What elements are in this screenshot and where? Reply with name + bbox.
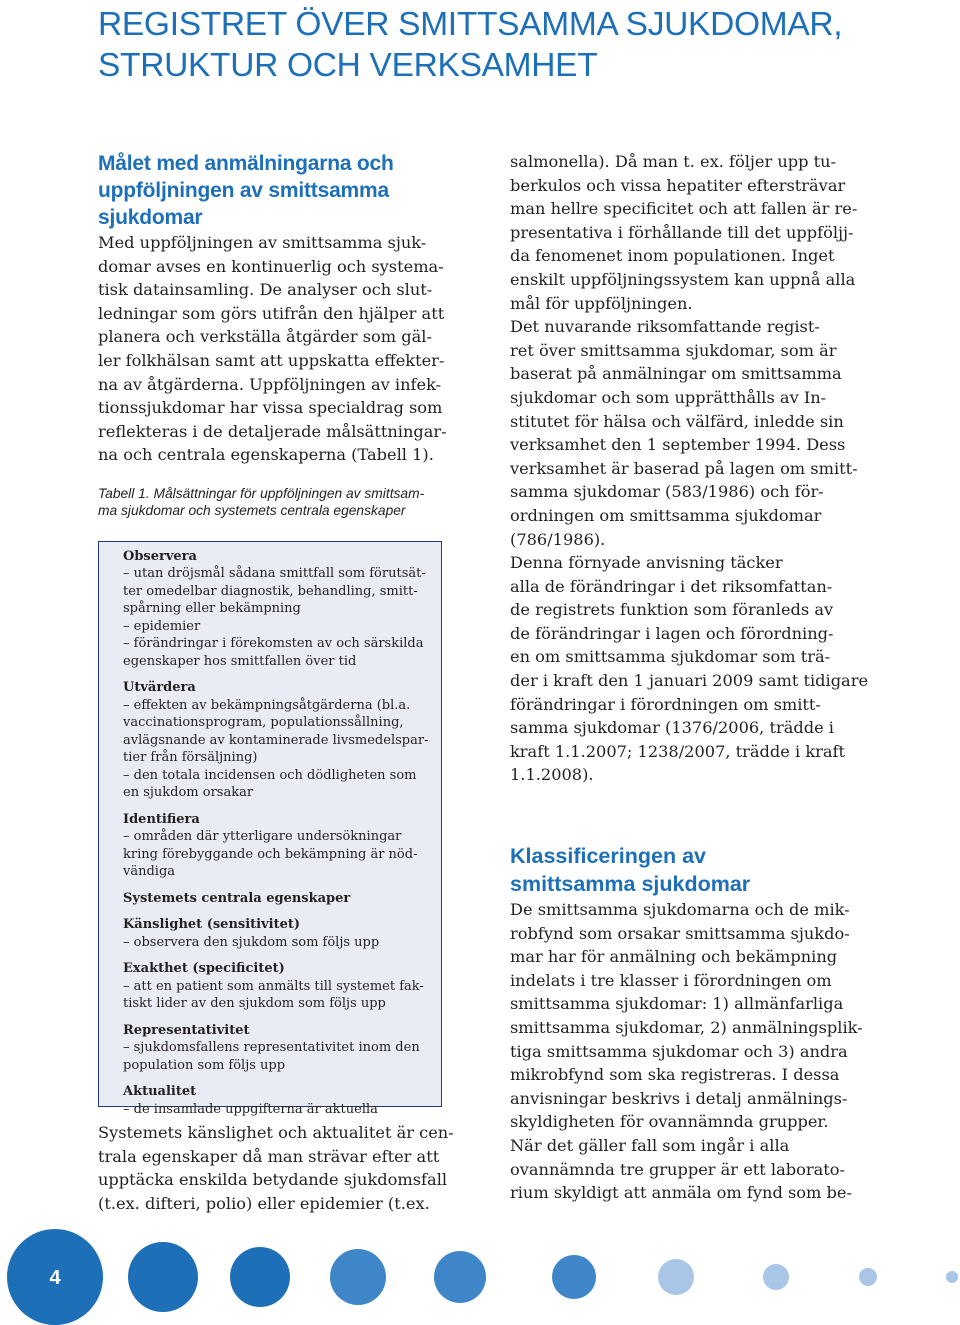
table-section-body: – att en patient som anmälts till systemet fak- tiskt lider av den sjukdom som följs upp [123,978,424,1012]
table-section-title: Exakthet (specificitet) [123,961,285,977]
decorative-circle [552,1255,596,1299]
table-section-title: Aktualitet [123,1084,197,1100]
table-section-title: Utvärdera [123,680,196,696]
decorative-circle [658,1259,694,1295]
table-section-title: Identifiera [123,811,200,827]
page-number: 4 [49,1267,61,1289]
table-1-box [98,541,442,1117]
section-heading-classification: Klassificeringen av smittsamma sjukdomar [510,844,751,897]
page-footer [0,1222,960,1325]
table-section-body: – observera den sjukdom som följs upp [123,934,380,950]
table-section-title: Representativitet [123,1022,250,1038]
page-title: REGISTRET ÖVER SMITTSAMMA SJUKDOMAR, STRUKTUR OCH VERKSAMHET [98,6,843,84]
decorative-circle [946,1271,958,1283]
paragraph-continued: salmonella). Då man t. ex. följer upp tu- berkulos och vissa hepatiter eftersträvar man hellre specificitet och att fallen är re- presentativa i förhållande till det uppföljj- da fenomenet inom populationen. Inget enskilt uppföljningssystem kan uppnå alla mål för uppföljningen. [510,152,858,313]
paragraph-classes: De smittsamma sjukdomarna och de mik- robfynd som orsakar smittsamma sjukdo- mar har för anmälning och bekämpning indelats i tre klasser i förordningen om smittsamma sjukdomar: 1) allmänfarliga smittsamma sjukdomar, 2) anmälningsplik- tiga smittsamma sjukdomar och 3) andra mikrobfynd som ska registreras. I dessa anvisningar beskrivs i detalj anmälnings- skyldigheten för ovannämnda grupper. [510,900,863,1132]
table-section [123,1083,429,1118]
table-section-body: – effekten av bekämpningsåtgärderna (bl.a. vaccinationsprogram, populationssållning, avlägsnande av kontaminerade livsmedelspar- tier från försäljning) – den totala incidensen och dödligheten som en sjukdom orsakar [123,697,429,801]
table-section-body: – områden där ytterligare undersökningar kring förebyggande och bekämpning är nöd- vändiga [123,829,418,880]
left-column [98,150,478,1215]
paragraph-instruction-scope: Denna förnyade anvisning täcker alla de förändringar i det riksomfattan- de registrets funktion som föranleds av de förändringar i lagen och förordning- en om smittsamma sjukdomar som trä- der i kraft den 1 januari 2009 samt tidigare förändringar i förordningen om smitt- samma sjukdomar (1376/2006, trädde i kraft 1.1.2007; 1238/2007, trädde i kraft 1.1.2008). [510,553,869,785]
table-section-title: Observera [123,548,197,564]
decorative-circle [128,1242,198,1312]
table-section-body: – utan dröjsmål sådana smittfall som förutsät- ter omedelbar diagnostik, behandling, smitt- spårning eller bekämpning – epidemier – förändringar i förekomsten av och särskilda egenskaper hos smittfallen över tid [123,566,426,669]
decorative-circle [330,1249,386,1305]
table-section [123,960,429,1013]
after-box-paragraph: Systemets känslighet och aktualitet är cen- trala egenskaper då man strävar efter att upptäcka enskilda betydande sjukdomsfall (t.ex. difteri, polio) eller epidemier (t.ex. [98,1122,454,1213]
intro-paragraph: Med uppföljningen av smittsamma sjuk- domar avses en kontinuerlig och systema- tisk datainsamling. De analyser och slut- ledningar som görs utifrån den hjälper att planera och verkställa åtgärder som gäl- ler folkhälsan samt att uppskatta effekter- na av åtgärderna. Uppföljningen av infek- tionssjukdomar har vissa specialdrag som reflekteras i de detaljerade målsättningar- na och centrala egenskaperna (Tabell 1). [98,233,447,465]
section-heading-goals: Målet med anmälningarna och uppföljningen av smittsamma sjukdomar [98,152,394,229]
table-section-body: – sjukdomsfallens representativitet inom den population som följs upp [123,1040,420,1073]
decorative-circle [763,1264,789,1290]
table-section-title: Känslighet (sensitivitet) [123,917,301,933]
table-caption: Tabell 1. Målsättningar för uppföljningen av smittsam- ma sjukdomar och systemets centrala egenskaper [98,485,425,518]
decorative-circle [434,1251,486,1303]
table-section [123,890,429,908]
decorative-circle [230,1247,290,1307]
table-section-title: Systemets centrala egenskaper [123,890,351,906]
table-section [123,548,429,671]
paragraph-register-history: Det nuvarande riksomfattande regist- ret över smittsamma sjukdomar, som är baserat på anmälningar om smittsamma sjukdomar och som upprätthålls av In- stitutet för hälsa och välfärd, inledde sin verksamhet den 1 september 1994. Dess verksamhet är baserad på lagen om smitt- samma sjukdomar (583/1986) och för- ordningen om smittsamma sjukdomar (786/1986). [510,317,858,549]
right-column [510,150,910,1205]
decorative-circle [859,1268,877,1286]
table-section [123,916,429,951]
table-section-body: – de insamlade uppgifterna är aktuella [123,1101,378,1117]
decorative-circles [7,1229,958,1325]
table-section [123,811,429,881]
paragraph-laboratory: När det gäller fall som ingår i alla ovannämnda tre grupper är ett laborato- rium skyldigt att anmäla om fynd som be- [510,1135,852,1203]
table-section [123,679,429,802]
table-section [123,1022,429,1075]
